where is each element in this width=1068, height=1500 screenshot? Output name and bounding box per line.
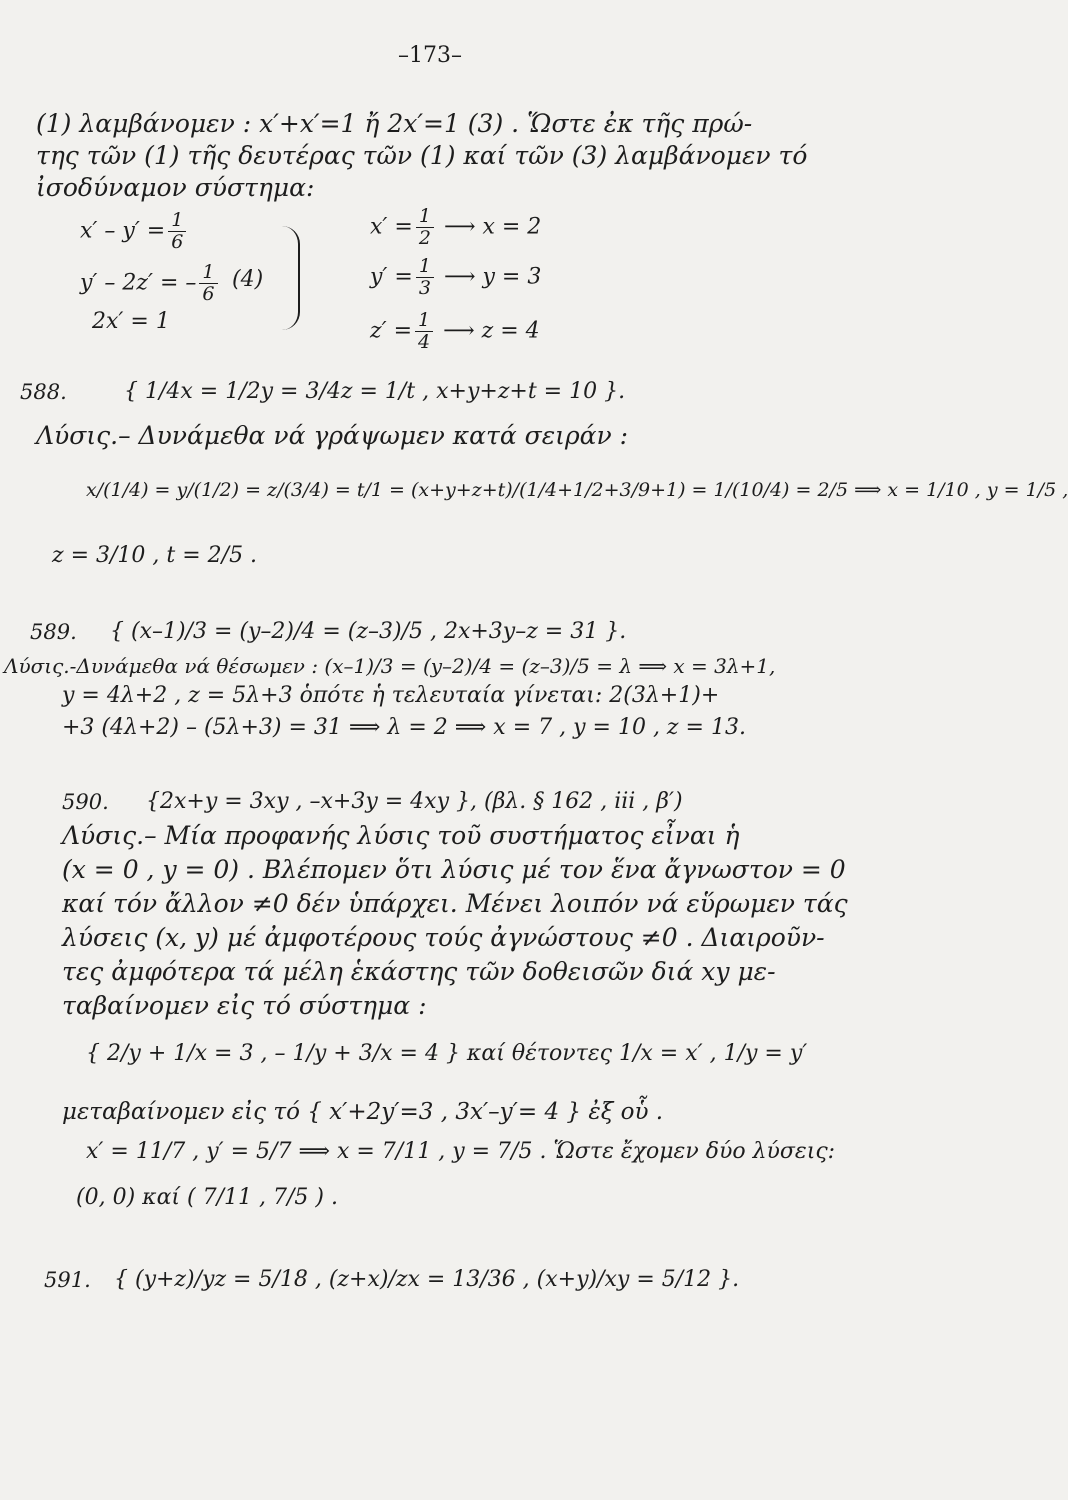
- result-line: z′ = $\frac{1}{4}$ ⟶ z = 4: [370, 309, 540, 353]
- page-number: –173–: [398, 43, 462, 68]
- text-line: μεταβαίνομεν εἰς τό { x′+2y′=3 , 3x′–y′= 4 } ἐξ οὗ .: [62, 1099, 664, 1125]
- solution-result: z = 3/10 , t = 2/5 .: [52, 543, 258, 568]
- solution-intro: Λύσις.– Δυνάμεθα νά γράψωμεν κατά σειράν :: [36, 421, 629, 450]
- text-line: (0, 0) καί ( 7/11 , 7/5 ) .: [76, 1185, 338, 1210]
- exercise-number: 589.: [30, 620, 77, 644]
- text-line: λύσεις (x, y) μέ ἀμφοτέρους τούς ἀγνώστους ≠0 . Διαιροῦν-: [62, 923, 825, 952]
- system-equation: y′ – 2z′ = – $\frac{1}{6}$: [80, 262, 221, 305]
- exercise-statement: { (x–1)/3 = (y–2)/4 = (z–3)/5 , 2x+3y–z = 31 }.: [110, 619, 627, 644]
- system-equation: { 2/y + 1/x = 3 , – 1/y + 3/x = 4 } καί θέτοντες 1/x = x′ , 1/y = y′: [86, 1041, 808, 1066]
- text-line: ἰσοδύναμον σύστημα:: [36, 173, 315, 202]
- exercise-statement: { 1/4x = 1/2y = 3/4z = 1/t , x+y+z+t = 10 }.: [124, 379, 626, 404]
- exercise-statement: { (y+z)/yz = 5/18 , (z+x)/zx = 13/36 , (x+y)/xy = 5/12 }.: [114, 1267, 740, 1292]
- exercise-number: 591.: [44, 1268, 91, 1292]
- system-equation: 2x′ = 1: [92, 309, 170, 334]
- text-line: (1) λαμβάνομεν : x′+x′=1 ἤ 2x′=1 (3) . Ὥστε ἐκ τῆς πρώ-: [36, 109, 753, 138]
- text-line: ταβαίνομεν εἰς τό σύστημα :: [62, 991, 427, 1020]
- text-line: y = 4λ+2 , z = 5λ+3 ὁπότε ἡ τελευταία γίνεται: 2(3λ+1)+: [62, 683, 720, 708]
- result-line: x′ = $\frac{1}{2}$ ⟶ x = 2: [370, 205, 542, 249]
- text-line: τες ἀμφότερα τά μέλη ἑκάστης τῶν δοθεισῶν διά xy με-: [62, 957, 776, 986]
- text-line: +3 (4λ+2) – (5λ+3) = 31 ⟹ λ = 2 ⟹ x = 7 , y = 10 , z = 13.: [62, 715, 746, 740]
- text-line: (x = 0 , y = 0) . Βλέπομεν ὅτι λύσις μέ τον ἕνα ἄγνωστον = 0: [62, 855, 846, 884]
- text-line: Λύσις.– Μία προφανής λύσις τοῦ συστήματος εἶναι ἡ: [62, 821, 740, 850]
- system-equation: x′ – y′ = $\frac{1}{6}$: [80, 210, 189, 253]
- text-line: x′ = 11/7 , y′ = 5/7 ⟹ x = 7/11 , y = 7/5 . Ὥστε ἔχομεν δύο λύσεις:: [86, 1139, 836, 1164]
- exercise-number: 588.: [20, 380, 67, 404]
- equation-label: (4): [232, 267, 264, 292]
- exercise-statement: {2x+y = 3xy , –x+3y = 4xy }, (βλ. § 162 , iii , β′): [146, 789, 683, 814]
- text-line: της τῶν (1) τῆς δευτέρας τῶν (1) καί τῶν (3) λαμβάνομεν τό: [36, 141, 808, 170]
- exercise-number: 590.: [62, 790, 109, 814]
- result-line: y′ = $\frac{1}{3}$ ⟶ y = 3: [370, 255, 542, 299]
- text-line: Λύσις.-Δυνάμεθα νά θέσωμεν : (x–1)/3 = (y–2)/4 = (z–3)/5 = λ ⟹ x = 3λ+1,: [4, 654, 776, 678]
- solution-chain: x/(1/4) = y/(1/2) = z/(3/4) = t/1 = (x+y+z+t)/(1/4+1/2+3/9+1) = 1/(10/4) = 2/5 ⟹ x = 1/10 , y = 1/5 ,: [86, 479, 1068, 501]
- system-brace: [282, 226, 300, 330]
- text-line: καί τόν ἄλλον ≠0 δέν ὑπάρχει. Μένει λοιπόν νά εὕρωμεν τάς: [62, 889, 848, 918]
